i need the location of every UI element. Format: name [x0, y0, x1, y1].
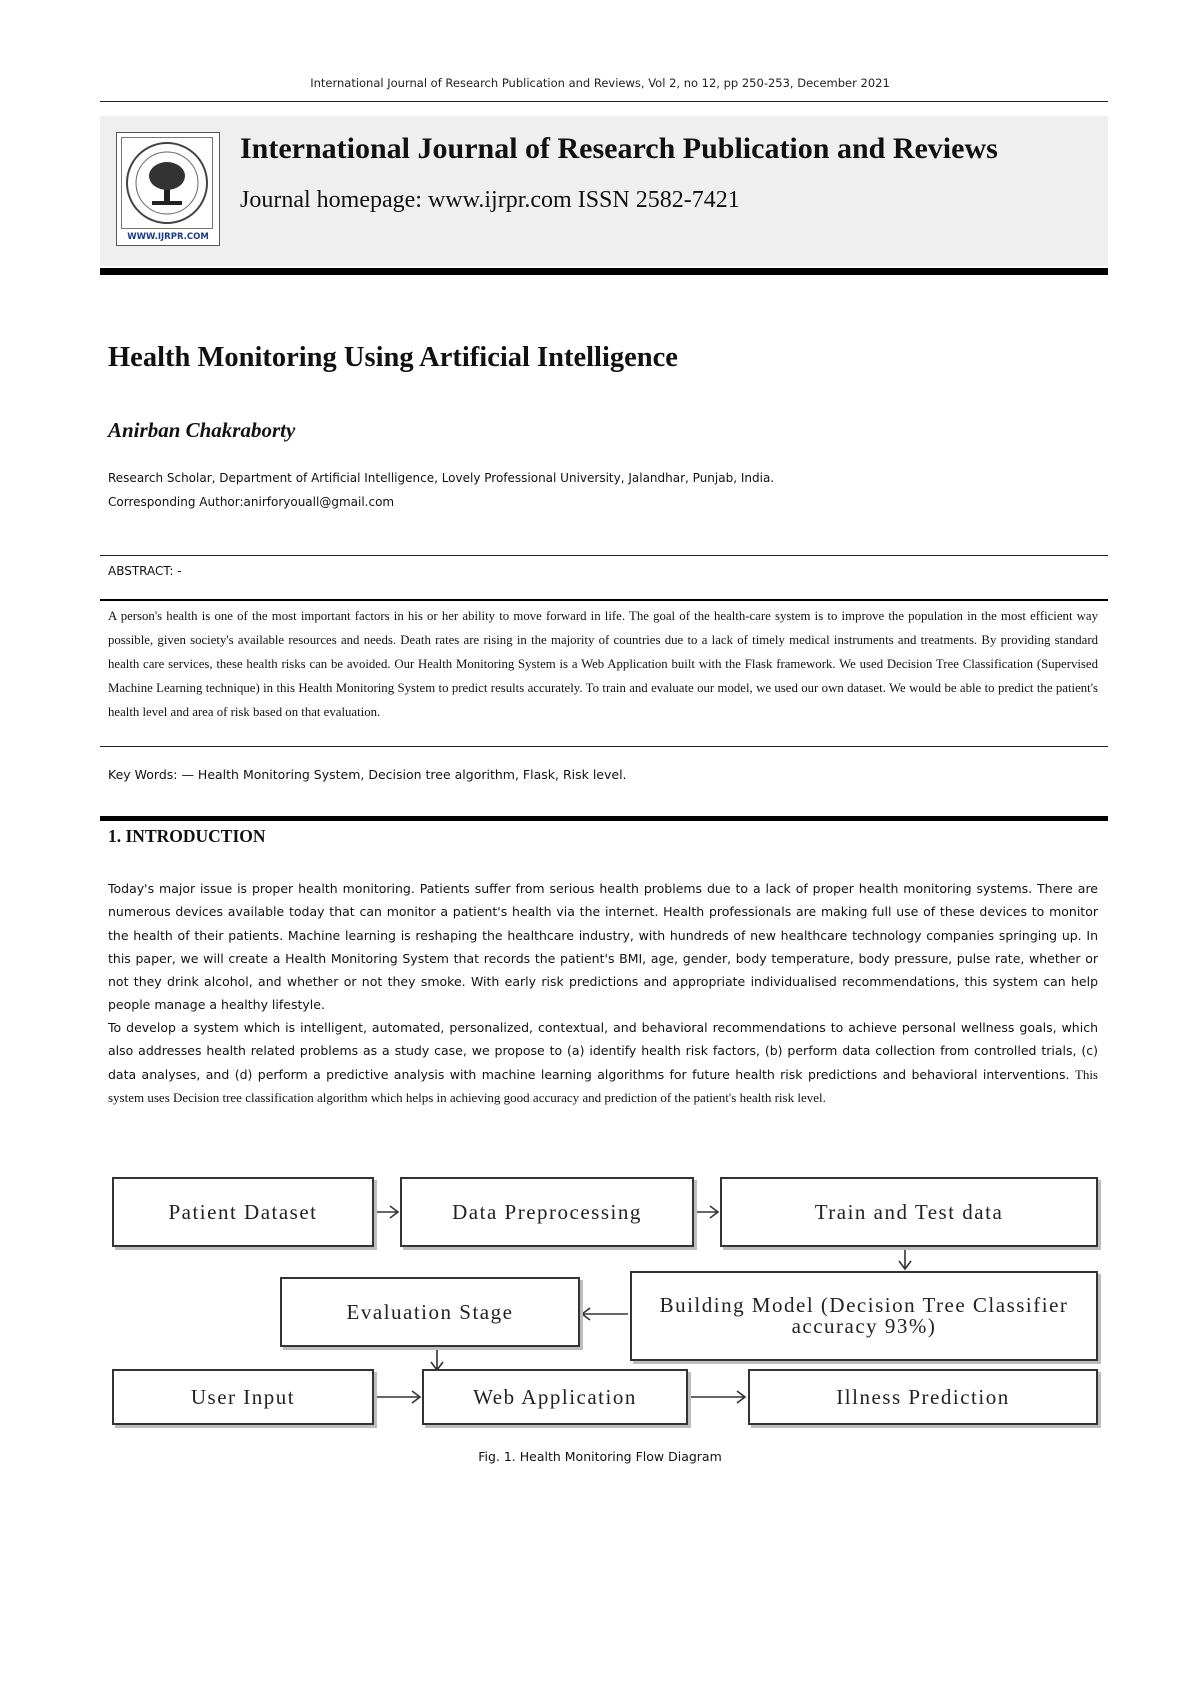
arrow-train-to-model [899, 1247, 911, 1269]
abstract-bottom-rule [100, 746, 1108, 747]
arrow-preprocessing-to-train [696, 1206, 718, 1218]
section-heading-introduction: 1. INTRODUCTION [108, 826, 266, 846]
abstract-top-rule [100, 555, 1108, 556]
keywords: Key Words: — Health Monitoring System, Decision tree algorithm, Flask, Risk level. [108, 767, 627, 782]
running-header: International Journal of Research Publication and Reviews, Vol 2, no 12, pp 250-253, December 2021 [310, 76, 890, 90]
journal-logo [116, 132, 220, 246]
banner-rule [100, 268, 1108, 275]
section-rule [100, 816, 1108, 821]
box-train-test-data: Train and Test data [720, 1177, 1098, 1247]
abstract-rule [100, 599, 1108, 601]
logo-seal [121, 137, 213, 229]
arrow-input-to-web [376, 1391, 420, 1403]
arrow-model-to-evaluation [582, 1308, 628, 1320]
box-evaluation-stage: Evaluation Stage [280, 1277, 580, 1347]
box-illness-prediction: Illness Prediction [748, 1369, 1098, 1425]
intro-paragraph-2a: To develop a system which is intelligent, automated, personalized, contextual, and behavioral recommendations to achieve personal wellness goals, which also addresses health related problems as a study case, we propose to (a) identify health risk factors, (b) perform data collection from controlled trials, (c) data analyses, and (d) perform a predictive analysis with machine learning algorithms for future health risk predictions and behavioral interventions. [108, 1020, 1098, 1082]
box-data-preprocessing: Data Preprocessing [400, 1177, 694, 1247]
logo-caption: WWW.IJRPR.COM [127, 232, 209, 242]
box-patient-dataset: Patient Dataset [112, 1177, 374, 1247]
arrow-evaluation-to-web [431, 1348, 443, 1370]
figure-caption: Fig. 1. Health Monitoring Flow Diagram [478, 1449, 722, 1464]
journal-name: International Journal of Research Publication and Reviews [240, 132, 998, 165]
intro-paragraph-2 [108, 1016, 1098, 1109]
arrow-web-to-prediction [690, 1391, 745, 1403]
author-name: Anirban Chakraborty [108, 418, 296, 442]
abstract-text: A person's health is one of the most important factors in his or her ability to move forward in life. The goal of the health-care system is to improve the population in the most efficient way possible, given society's available resources and needs. Death rates are rising in the majority of countries due to a lack of timely medical instruments and treatments. By providing standard health care services, these health risks can be avoided. Our Health Monitoring System is a Web Application built with the Flask framework. We used Decision Tree Classification (Supervised Machine Learning technique) in this Health Monitoring System to predict results accurately. To train and evaluate our model, we used our own dataset. We would be able to predict the patient's health level and area of risk based on that evaluation. [108, 609, 1098, 719]
box-building-model: Building Model (Decision Tree Classifier accuracy 93%) [630, 1271, 1098, 1361]
box-user-input: User Input [112, 1369, 374, 1425]
abstract-label: ABSTRACT: - [108, 564, 182, 578]
journal-homepage: Journal homepage: www.ijrpr.com ISSN 2582-7421 [240, 187, 740, 213]
affiliation: Research Scholar, Department of Artificial Intelligence, Lovely Professional University, Jalandhar, Punjab, India. [108, 471, 775, 485]
intro-paragraph-2b: This system uses Decision tree classification algorithm which helps in achieving good accuracy and prediction of the patient's health risk level. [108, 1066, 1098, 1105]
flow-diagram [100, 1165, 1108, 1465]
intro-paragraph-1: Today's major issue is proper health monitoring. Patients suffer from serious health problems due to a lack of proper health monitoring systems. There are numerous devices available today that can monitor a patient's health via the internet. Health professionals are making full use of these devices to monitor the health of their patients. Machine learning is reshaping the healthcare industry, with hundreds of new healthcare technology companies springing up. In this paper, we will create a Health Monitoring System that records the patient's BMI, age, gender, body temperature, body pressure, pulse rate, whether or not they drink alcohol, and whether or not they smoke. With early risk predictions and appropriate individualised recommendations, this system can help people manage a healthy lifestyle. [108, 881, 1098, 1013]
box-web-application: Web Application [422, 1369, 688, 1425]
arrow-dataset-to-preprocessing [376, 1206, 398, 1218]
header-rule [100, 101, 1108, 102]
paper-title: Health Monitoring Using Artificial Intelligence [108, 342, 678, 373]
corresponding-author: Corresponding Author:anirforyouall@gmail.com [108, 495, 395, 509]
